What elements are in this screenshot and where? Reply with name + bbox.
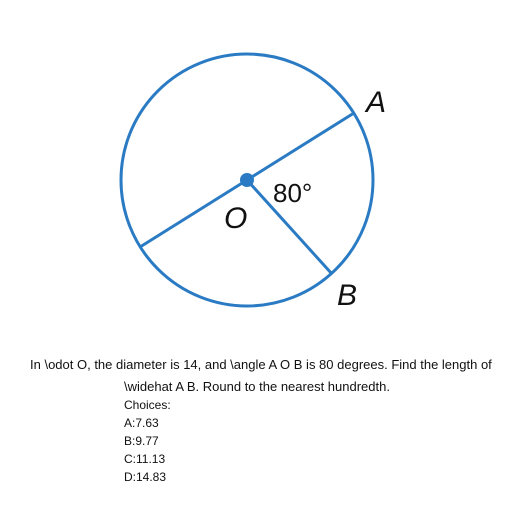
- choice-a: A:7.63: [124, 416, 159, 430]
- label-a: A: [366, 86, 387, 119]
- label-b: B: [337, 279, 358, 312]
- angle-label: 80°: [273, 178, 313, 208]
- label-o: O: [224, 202, 248, 235]
- choice-d: D:14.83: [124, 470, 167, 484]
- choices-list: [124, 396, 171, 486]
- center-point: [240, 173, 254, 187]
- choice-c: C:11.13: [124, 452, 166, 466]
- choice-b: B:9.77: [124, 434, 159, 448]
- question-line-1: In \odot O, the diameter is 14, and \angle A O B is 80 degrees. Find the length of: [30, 357, 492, 372]
- question-line-2: \widehat A B. Round to the nearest hundredth.: [124, 379, 390, 394]
- choices-heading: Choices:: [124, 398, 171, 412]
